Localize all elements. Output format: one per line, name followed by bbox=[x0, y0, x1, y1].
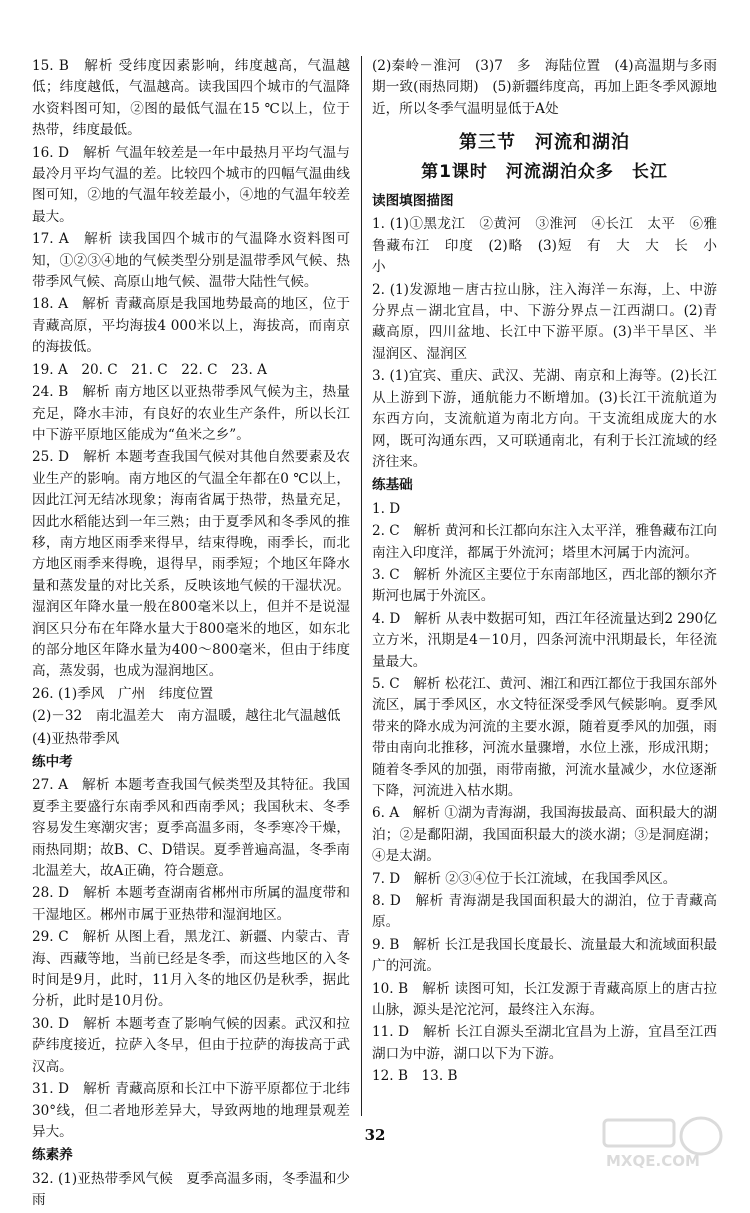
section-heading: 读图填图描图 bbox=[372, 193, 454, 210]
answer-paragraph: 29. C 解析 从图上看，黑龙江、新疆、内蒙古、青海、西藏等地，当前已经是冬季，而这些地区的入冬时间是9月，此时，11月入冬的地区仍是秋季，据此分析，此时是10月份。 bbox=[32, 929, 350, 1010]
answer-paragraph: (2)秦岭－淮河 (3)7 多 海陆位置 (4)高温期与多雨期一致(雨热同期) (5)新疆纬度高，再加上距冬季风源地近，所以冬季气温明显低于A处 bbox=[372, 58, 717, 117]
answer-paragraph: 1. (1)①黑龙江 ②黄河 ③淮河 ④长江 太平 ⑥雅鲁藏布江 印度 (2)略 (3)短 有 大 大 长 小 小 bbox=[372, 216, 731, 276]
column-divider bbox=[361, 56, 362, 1116]
answer-paragraph: 11. D 解析 长江自源头至湖北宜昌为上游，宜昌至江西湖口为中游，湖口以下为下游。 bbox=[372, 1024, 717, 1062]
section-heading: 练中考 bbox=[32, 754, 73, 770]
answer-paragraph: 9. B 解析 长江是我国长度最长、流量最大和流域面积最广的河流。 bbox=[372, 936, 717, 975]
watermark-logo bbox=[596, 1112, 726, 1170]
answer-paragraph: 18. A 解析 青藏高原是我国地势最高的地区，位于青藏高原，平均海拔4 000米以上，海拔高，而南京的海拔低。 bbox=[32, 296, 350, 356]
answer-paragraph: 16. D 解析 气温年较差是一年中最热月平均气温与最冷月平均气温的差。比较四个城市的四幅气温曲线图可知，②地的气温年较差最小，④地的气温年较差最大。 bbox=[32, 144, 350, 225]
answer-paragraph: 15. B 解析 受纬度因素影响，纬度越高，气温越低；纬度越低，气温越高。读我国四个城市的气温降水资料图可知，②图的最低气温在15 ℃以上，位于热带，纬度最低。 bbox=[32, 58, 350, 139]
answer-paragraph: 6. A 解析 ①湖为青海湖，我国海拔最高、面积最大的湖泊；②是鄱阳湖，我国面积最大的淡水湖；③是洞庭湖；④是太湖。 bbox=[372, 805, 717, 865]
left-column bbox=[32, 56, 350, 1213]
answer-paragraph: 25. D 解析 本题考查我国气候对其他自然要素及农业生产的影响。南方地区的气温全年都在0 ℃以上，因此江河无结冰现象；海南省属于热带，热量充足，因此水稻能达到一年三熟；由于夏季风和冬季风的推移，南方地区雨季来得早，结束得晚，雨季长，而北方地区雨季来得晚，退得早，雨季短；个地区年降水量和蒸发量的对比关系，反映该地气候的干湿状况。湿润区年降水量一般在800毫米以上，但并不是说湿润区只分布在年降水量大于800毫米的地区，如东北的部分地区年降水量为400～800毫米，但由于纬度高，蒸发弱，也成为湿润地区。 bbox=[32, 449, 350, 680]
svg-text:MXQE.COM: MXQE.COM bbox=[606, 1152, 700, 1170]
answer-paragraph: 26. (1)季风 广州 纬度位置 bbox=[32, 685, 214, 702]
answer-paragraph: 3. (1)宜宾、重庆、武汉、芜湖、南京和上海等。(2)长江从上游到下游，通航能力不断增加。(3)长江干流航道为东西方向，支流航道为南北方向。干支流组成庞大的水网，既可沟通东西，又可联通南北，有利于长江流域的经济往来。 bbox=[372, 368, 717, 470]
answer-paragraph: 2. (1)发源地－唐古拉山脉，注入海洋－东海，上、中游分界点－湖北宜昌，中、下游分界点－江西湖口。(2)青藏高原，四川盆地、长江中下游平原。(3)半干旱区、半湿润区、湿润区 bbox=[372, 281, 717, 362]
answer-paragraph: 30. D 解析 本题考查了影响气候的因素。武汉和拉萨纬度接近，拉萨入冬早，但由于拉萨的海拔高于武汉高。 bbox=[32, 1015, 350, 1075]
answer-paragraph: 24. B 解析 南方地区以亚热带季风气候为主，热量充足，降水丰沛，有良好的农业生产条件，所以长江中下游平原地区能成为“鱼米之乡”。 bbox=[32, 384, 350, 443]
answer-paragraph: 8. D 解析 青海湖是我国面积最大的湖泊，位于青藏高原。 bbox=[372, 893, 717, 931]
answer-paragraph: (4)亚热带季风 bbox=[32, 730, 120, 747]
answer-paragraph: (2)－32 南北温差大 南方温暖，越往北气温越低 bbox=[32, 708, 341, 725]
section-title: 第三节 河流和湖泊 bbox=[459, 132, 630, 154]
answer-paragraph: 28. D 解析 本题考查湖南省郴州市所属的温度带和干湿地区。郴州市属于亚热带和湿润地区。 bbox=[32, 885, 350, 923]
answer-paragraph: 19. A 20. C 21. C 22. C 23. A bbox=[32, 361, 267, 378]
answer-paragraph: 32. (1)亚热带季风气候 夏季高温多雨，冬季温和少雨 bbox=[32, 1170, 350, 1209]
answer-paragraph: 3. C 解析 外流区主要位于东南部地区，西北部的额尔齐斯河也属于外流区。 bbox=[372, 566, 717, 605]
answer-paragraph: 17. A 解析 读我国四个城市的气温降水资料图可知，①②③④地的气候类型分别是温带季风气候、热带季风气候、高原山地气候、温带大陆性气候。 bbox=[32, 231, 350, 291]
page-number: 32 bbox=[364, 1126, 386, 1144]
answer-paragraph: 4. D 解析 从表中数据可知，西江年径流量达到2 290亿立方米，汛期是4－10月，四条河流中汛期最长，年径流量最大。 bbox=[372, 610, 717, 670]
lesson-title: 第1课时 河流湖泊众多 长江 bbox=[421, 161, 668, 182]
answer-paragraph: 12. B 13. B bbox=[372, 1068, 458, 1085]
answer-paragraph: 31. D 解析 青藏高原和长江中下游平原都位于北纬30°线，但二者地形差异大，导致两地的地理景观差异大。 bbox=[32, 1081, 350, 1140]
answer-paragraph: 7. D 解析 ②③④位于长江流域，在我国季风区。 bbox=[372, 870, 677, 887]
answer-paragraph: 1. D bbox=[372, 500, 401, 517]
answer-paragraph: 2. C 解析 黄河和长江都向东注入太平洋，雅鲁藏布江向南注入印度洋，都属于外流河；塔里木河属于内流河。 bbox=[372, 523, 717, 561]
answer-paragraph: 27. A 解析 本题考查我国气候类型及其特征。我国夏季主要盛行东南季风和西南季风；我国秋末、冬季容易发生寒潮灾害；夏季高温多雨，冬季寒冷干燥，雨热同期；故B、C、D错误。夏季普遍高温，冬季南北温差大，故A正确，符合题意。 bbox=[32, 777, 350, 880]
right-column bbox=[372, 56, 731, 1089]
answer-paragraph: 10. B 解析 读图可知，长江发源于青藏高原上的唐古拉山脉，源头是沱沱河，最终注入东海。 bbox=[372, 980, 717, 1019]
section-heading: 练素养 bbox=[32, 1147, 73, 1164]
answer-paragraph: 5. C 解析 松花江、黄河、湘江和西江都位于我国东部外流区，属于季风区，水文特征深受季风气候影响。夏季风带来的降水成为河流的主要水源，随着夏季风的加强，雨带由南向北推移，河流水量骤增，水位上涨，形成汛期；随着冬季风的加强，雨带南撤，河流水量减少，水位逐渐下降，河流进入枯水期。 bbox=[372, 675, 717, 799]
section-heading: 练基础 bbox=[372, 477, 413, 494]
